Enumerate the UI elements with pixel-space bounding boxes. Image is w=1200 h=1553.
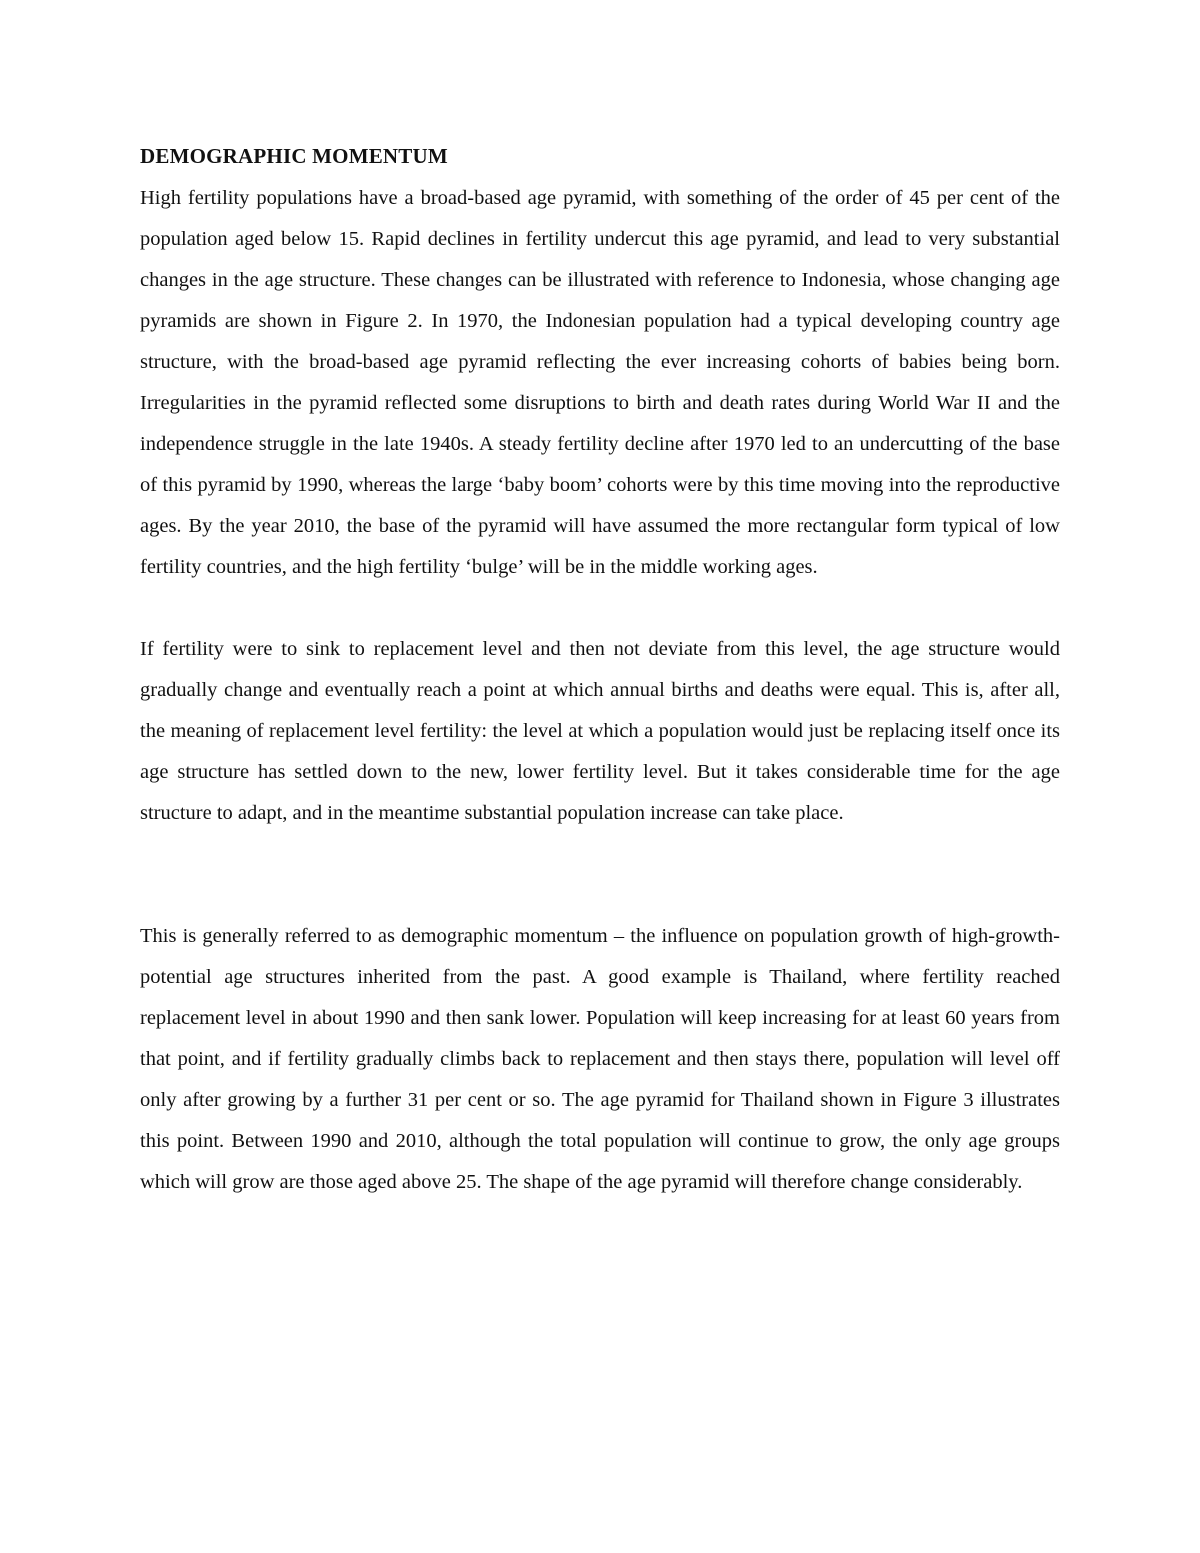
document-title: DEMOGRAPHIC MOMENTUM [140,144,448,168]
paragraph-indonesia-age-pyramid: High fertility populations have a broad-based age pyramid, with something of the order of 45 per cent of the population aged below 15. Rapid declines in fertility undercut this age pyramid, and lead to very substantial changes in the age structure. These changes can be illustrated with reference to Indonesia, whose changing age pyramids are shown in Figure 2. In 1970, the Indonesian population had a typical developing country age structure, with the broad-based age pyramid reflecting the ever increasing cohorts of babies being born. Irregularities in the pyramid reflected some disruptions to birth and death rates during World War II and the independence struggle in the late 1940s. A steady fertility decline after 1970 led to an undercutting of the base of this pyramid by 1990, whereas the large ‘baby boom’ cohorts were by this time moving into the reproductive ages. By the year 2010, the base of the pyramid will have assumed the more rectangular form typical of low fertility countries, and the high fertility ‘bulge’ will be in the middle working ages. [140,187,1060,578]
paragraph-demographic-momentum: This is generally referred to as demographic momentum – the influence on population growth of high-growth-potential age structures inherited from the past. A good example is Thailand, where fertility reached replacement level in about 1990 and then sank lower. Population will keep increasing for at least 60 years from that point, and if fertility gradually climbs back to replacement and then stays there, population will level off only after growing by a further 31 per cent or so. The age pyramid for Thailand shown in Figure 3 illustrates this point. Between 1990 and 2010, although the total population will continue to grow, the only age groups which will grow are those aged above 25. The shape of the age pyramid will therefore change considerably. [140,925,1060,1193]
paragraph-replacement-level: If fertility were to sink to replacement level and then not deviate from this level, the age structure would gradually change and eventually reach a point at which annual births and deaths were equal. This is, after all, the meaning of replacement level fertility: the level at which a population would just be replacing itself once its age structure has settled down to the new, lower fertility level. But it takes considerable time for the age structure to adapt, and in the meantime substantial population increase can take place. [140,638,1060,824]
document-page [140,140,1060,1203]
